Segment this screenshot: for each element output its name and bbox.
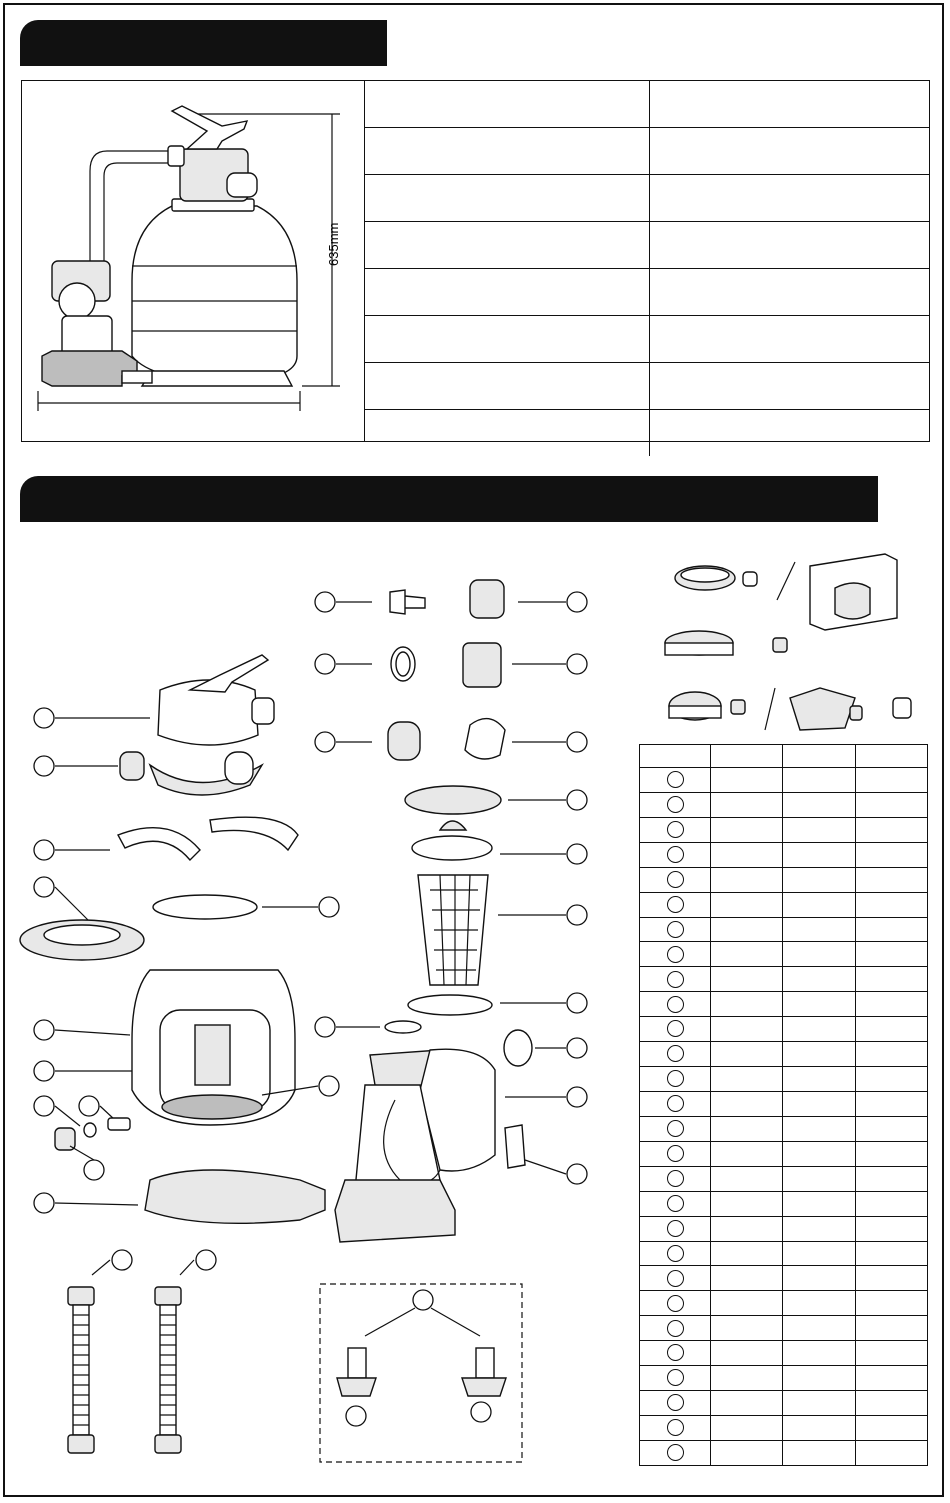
- ref-number-cell: [640, 942, 711, 967]
- table-row: [640, 1341, 928, 1366]
- table-row: [640, 792, 928, 817]
- table-row: [640, 1166, 928, 1191]
- table-cell: [783, 1116, 855, 1141]
- ref-number-cell: [640, 842, 711, 867]
- table-row: [364, 222, 929, 269]
- table-cell: [711, 967, 783, 992]
- table-cell: [711, 942, 783, 967]
- table-cell: [711, 1366, 783, 1391]
- ref-number-cell: [640, 1440, 711, 1465]
- ref-number-cell: [640, 1067, 711, 1092]
- ref-number-cell: [640, 892, 711, 917]
- table-row: [364, 81, 929, 128]
- ref-circle-icon: [667, 821, 684, 838]
- spec-value: [650, 175, 930, 222]
- table-cell: [711, 1067, 783, 1092]
- ref-circle-icon: [667, 1220, 684, 1237]
- table-cell: [855, 768, 927, 793]
- ref-number-cell: [640, 1042, 711, 1067]
- spec-label: [364, 363, 650, 410]
- table-cell: [783, 917, 855, 942]
- ref-number-cell: [640, 792, 711, 817]
- ref-circle-icon: [667, 921, 684, 938]
- table-cell: [711, 1266, 783, 1291]
- ref-number-cell: [640, 1266, 711, 1291]
- ref-number-cell: [640, 1366, 711, 1391]
- ref-circle-icon: [667, 871, 684, 888]
- table-cell: [855, 1415, 927, 1440]
- ref-circle-icon: [667, 1419, 684, 1436]
- table-row: [640, 1042, 928, 1067]
- ref-number-cell: [640, 1191, 711, 1216]
- spec-label: [364, 222, 650, 269]
- table-cell: [855, 1366, 927, 1391]
- table-cell: [855, 1042, 927, 1067]
- table-cell: [855, 1241, 927, 1266]
- spec-label: [364, 175, 650, 222]
- filter-pump-icon: [22, 81, 364, 441]
- table-row: [640, 992, 928, 1017]
- table-cell: [783, 1141, 855, 1166]
- table-cell: [783, 1415, 855, 1440]
- table-cell: [783, 1316, 855, 1341]
- column-header: [640, 745, 711, 768]
- table-cell: [711, 1017, 783, 1042]
- table-row: [364, 269, 929, 316]
- table-cell: [783, 1341, 855, 1366]
- table-cell: [855, 942, 927, 967]
- table-row: [640, 967, 928, 992]
- ref-circle-icon: [667, 896, 684, 913]
- ref-number-cell: [640, 867, 711, 892]
- ref-circle-icon: [667, 771, 684, 788]
- ref-number-cell: [640, 967, 711, 992]
- ref-number-cell: [640, 1141, 711, 1166]
- table-cell: [855, 1216, 927, 1241]
- table-cell: [855, 792, 927, 817]
- ref-number-cell: [640, 1166, 711, 1191]
- table-row: [640, 1116, 928, 1141]
- ref-circle-icon: [667, 1320, 684, 1337]
- ref-circle-icon: [667, 1344, 684, 1361]
- table-cell: [855, 1341, 927, 1366]
- parts-table-body: [640, 768, 928, 1466]
- table-row: [640, 1266, 928, 1291]
- table-cell: [783, 1366, 855, 1391]
- table-cell: [783, 768, 855, 793]
- table-cell: [711, 1042, 783, 1067]
- table-cell: [855, 1141, 927, 1166]
- ref-number-cell: [640, 1216, 711, 1241]
- spec-value: [650, 316, 930, 363]
- spec-value: [650, 363, 930, 410]
- ref-number-cell: [640, 817, 711, 842]
- table-row: [640, 1191, 928, 1216]
- specification-table: [364, 81, 929, 456]
- ref-number-cell: [640, 1116, 711, 1141]
- table-cell: [855, 842, 927, 867]
- table-cell: [711, 1191, 783, 1216]
- table-row: [640, 768, 928, 793]
- table-cell: [783, 1241, 855, 1266]
- table-row: [364, 410, 929, 457]
- table-cell: [783, 817, 855, 842]
- table-cell: [783, 1391, 855, 1416]
- ref-circle-icon: [667, 1394, 684, 1411]
- ref-circle-icon: [667, 1045, 684, 1062]
- ref-circle-icon: [667, 1095, 684, 1112]
- table-row: [364, 128, 929, 175]
- table-cell: [783, 842, 855, 867]
- table-cell: [711, 992, 783, 1017]
- ref-circle-icon: [667, 971, 684, 988]
- table-row: [640, 1291, 928, 1316]
- table-cell: [855, 892, 927, 917]
- table-cell: [855, 1191, 927, 1216]
- table-cell: [855, 1017, 927, 1042]
- table-cell: [711, 792, 783, 817]
- table-cell: [711, 768, 783, 793]
- table-cell: [855, 967, 927, 992]
- table-cell: [711, 1166, 783, 1191]
- table-row: [640, 1091, 928, 1116]
- table-cell: [711, 917, 783, 942]
- table-cell: [711, 1141, 783, 1166]
- table-cell: [855, 1067, 927, 1092]
- ref-number-cell: [640, 1316, 711, 1341]
- table-row: [640, 1017, 928, 1042]
- table-cell: [855, 1266, 927, 1291]
- table-cell: [783, 992, 855, 1017]
- table-row: [640, 1366, 928, 1391]
- table-cell: [783, 1291, 855, 1316]
- ref-circle-icon: [667, 1170, 684, 1187]
- table-cell: [783, 1166, 855, 1191]
- table-row: [640, 1415, 928, 1440]
- ref-circle-icon: [667, 1369, 684, 1386]
- pool-kit-illustrations: [655, 548, 945, 744]
- table-cell: [711, 1341, 783, 1366]
- column-header: [711, 745, 783, 768]
- spec-value: [650, 410, 930, 457]
- table-cell: [711, 867, 783, 892]
- table-cell: [855, 1291, 927, 1316]
- table-row: [640, 817, 928, 842]
- exploded-parts-diagram: [0, 530, 640, 1490]
- table-row: [640, 1141, 928, 1166]
- table-row: [364, 363, 929, 410]
- table-cell: [711, 817, 783, 842]
- parts-reference-banner: [20, 476, 878, 522]
- parts-list-table: [639, 744, 928, 1466]
- filter-pump-figure: [22, 81, 365, 441]
- ref-number-cell: [640, 1291, 711, 1316]
- ref-circle-icon: [667, 1070, 684, 1087]
- table-cell: [855, 1166, 927, 1191]
- table-cell: [783, 1191, 855, 1216]
- table-cell: [855, 992, 927, 1017]
- table-cell: [711, 1291, 783, 1316]
- ref-number-cell: [640, 1415, 711, 1440]
- ref-circle-icon: [667, 996, 684, 1013]
- table-cell: [711, 1091, 783, 1116]
- table-row: [640, 1067, 928, 1092]
- table-cell: [783, 892, 855, 917]
- table-row: [640, 1241, 928, 1266]
- table-cell: [783, 1067, 855, 1092]
- ref-circle-icon: [667, 946, 684, 963]
- ref-number-cell: [640, 1091, 711, 1116]
- spec-value: [650, 128, 930, 175]
- table-row: [640, 892, 928, 917]
- spec-value: [650, 269, 930, 316]
- table-row: [640, 1440, 928, 1465]
- table-cell: [783, 1091, 855, 1116]
- table-cell: [855, 1440, 927, 1465]
- ref-circle-icon: [667, 1270, 684, 1287]
- ref-number-cell: [640, 1341, 711, 1366]
- table-cell: [711, 1216, 783, 1241]
- table-row: [640, 1316, 928, 1341]
- ref-circle-icon: [667, 846, 684, 863]
- table-cell: [855, 917, 927, 942]
- ref-number-cell: [640, 1391, 711, 1416]
- table-cell: [783, 867, 855, 892]
- table-cell: [855, 817, 927, 842]
- table-cell: [783, 1017, 855, 1042]
- table-row: [640, 917, 928, 942]
- table-cell: [711, 1241, 783, 1266]
- ref-number-cell: [640, 1241, 711, 1266]
- table-cell: [711, 842, 783, 867]
- table-row: [364, 316, 929, 363]
- table-cell: [855, 1316, 927, 1341]
- table-row: [640, 1391, 928, 1416]
- spec-label: [364, 269, 650, 316]
- table-cell: [855, 1116, 927, 1141]
- table-cell: [855, 867, 927, 892]
- table-cell: [783, 967, 855, 992]
- table-cell: [711, 1116, 783, 1141]
- spec-value: [650, 81, 930, 128]
- height-dimension-label: 635mm: [326, 222, 341, 266]
- ref-circle-icon: [667, 1145, 684, 1162]
- table-cell: [711, 892, 783, 917]
- ref-circle-icon: [667, 1020, 684, 1037]
- spec-label: [364, 316, 650, 363]
- pool-kit-icon: [655, 548, 945, 744]
- table-cell: [783, 1266, 855, 1291]
- table-cell: [711, 1316, 783, 1341]
- ref-number-cell: [640, 768, 711, 793]
- column-header: [783, 745, 855, 768]
- table-header-row: [640, 745, 928, 768]
- table-row: [640, 942, 928, 967]
- ref-circle-icon: [667, 1195, 684, 1212]
- table-cell: [783, 1216, 855, 1241]
- spec-value: [650, 222, 930, 269]
- table-cell: [711, 1391, 783, 1416]
- table-row: [640, 867, 928, 892]
- ref-circle-icon: [667, 1120, 684, 1137]
- table-cell: [783, 1042, 855, 1067]
- table-row: [640, 1216, 928, 1241]
- control-valve-icon: [0, 530, 640, 1490]
- spec-label: [364, 128, 650, 175]
- ref-circle-icon: [667, 796, 684, 813]
- ref-circle-icon: [667, 1245, 684, 1262]
- table-cell: [711, 1415, 783, 1440]
- table-cell: [783, 792, 855, 817]
- table-row: [364, 175, 929, 222]
- table-cell: [783, 942, 855, 967]
- column-header: [855, 745, 927, 768]
- table-cell: [711, 1440, 783, 1465]
- table-cell: [855, 1391, 927, 1416]
- table-cell: [855, 1091, 927, 1116]
- ref-number-cell: [640, 992, 711, 1017]
- table-cell: [783, 1440, 855, 1465]
- table-row: [640, 842, 928, 867]
- specification-banner: [20, 20, 387, 66]
- ref-number-cell: [640, 917, 711, 942]
- ref-circle-icon: [667, 1444, 684, 1461]
- ref-circle-icon: [667, 1295, 684, 1312]
- spec-label: [364, 410, 650, 457]
- specification-box: [21, 80, 930, 442]
- spec-label: [364, 81, 650, 128]
- ref-number-cell: [640, 1017, 711, 1042]
